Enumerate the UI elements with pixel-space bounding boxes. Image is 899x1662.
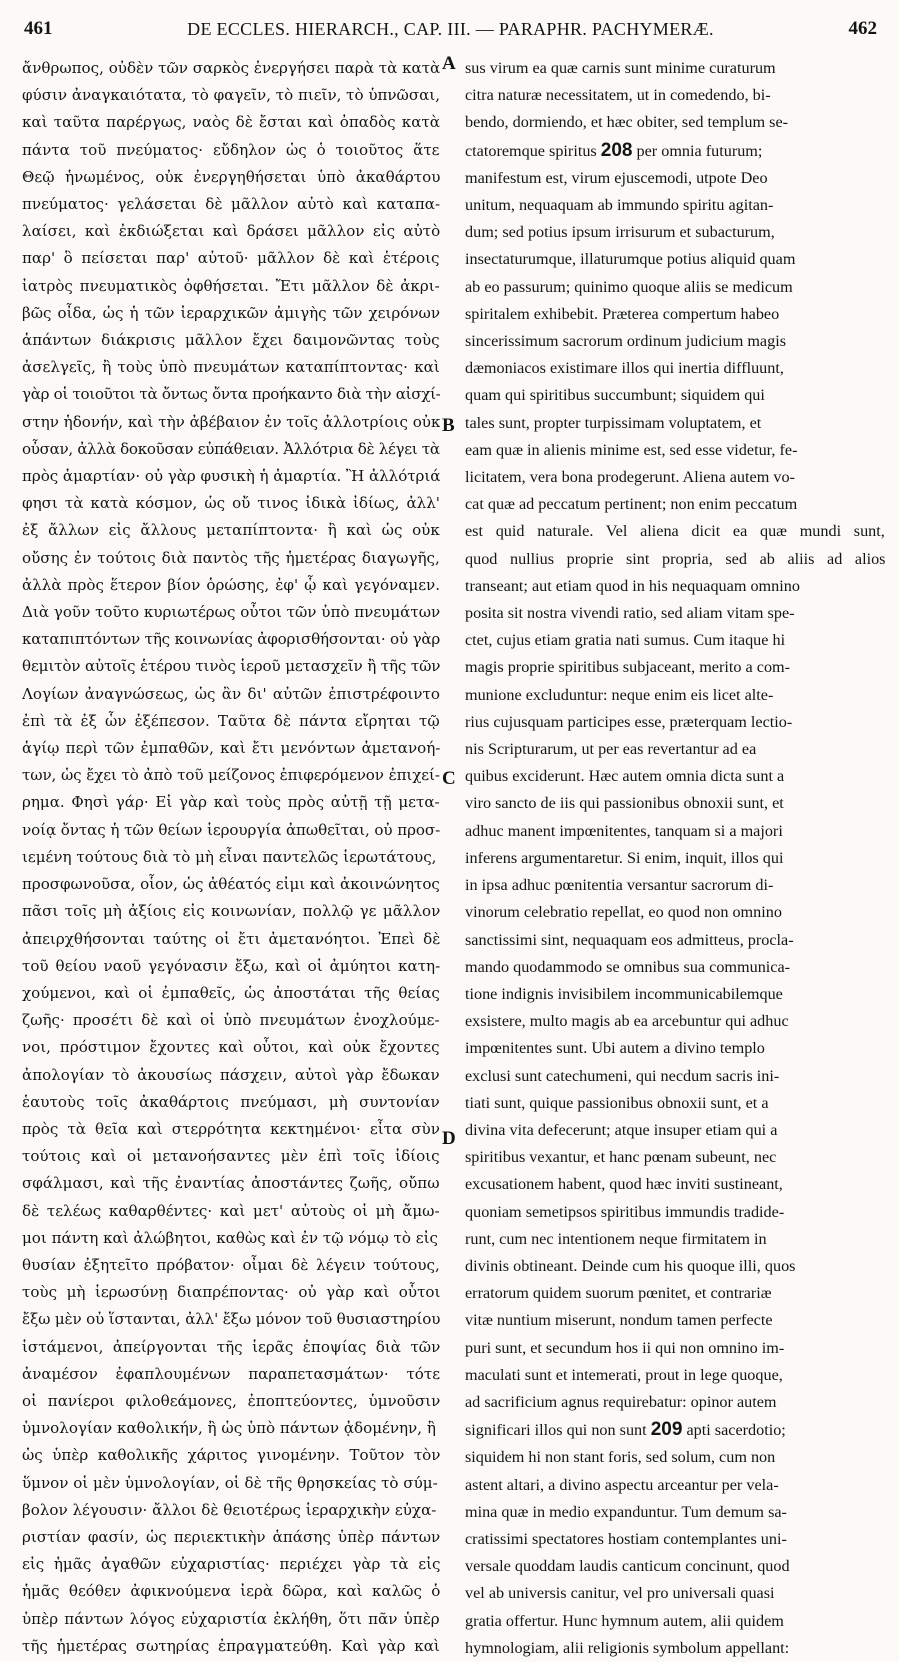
- latin-text-column: [465, 55, 885, 1662]
- greek-text-line: ἀσελγεῖς, ἢ τοὺς ὑπὸ πνευμάτων καταπίπτοντας· καὶ: [22, 358, 440, 377]
- latin-text-line: tiati sunt, quique passionibus obnoxii sunt, et a: [465, 1093, 769, 1112]
- greek-text-line: χούμενοι, καὶ οἱ ἐμπαθεῖς, ὡς ἀποστάται τῆς θείας: [22, 983, 440, 1002]
- greek-text-line: πρὸς ἁμαρτίαν· οὐ γὰρ φυσικὴ ἡ ἁμαρτία. Ἢ ἀλλότριά: [22, 467, 440, 486]
- latin-text-line: unitum, nequaquam ab immundo spiritu agitan-: [465, 196, 774, 215]
- greek-text-line: ὕμνον οἱ μὲν ὑμνολογίαν, οἱ δὲ τῆς θρησκείας τὸ σύμ-: [22, 1473, 438, 1492]
- greek-text-line: ἁπάντων διάκρισις μᾶλλον ἔχει δαιμονῶντας τοὺς: [22, 331, 440, 350]
- greek-text-line: πνεύματος· γελάσεται δὲ μᾶλλον αὐτὸ καὶ καταπα-: [22, 195, 440, 214]
- running-title: DE ECCLES. HIERARCH., CAP. III. — PARAPHR. PACHYMERÆ.: [187, 19, 714, 39]
- latin-text-line: spiritalem exhibebit. Præterea compertum habeo: [465, 304, 780, 323]
- latin-text-line: runt, cum nec intentionem neque firmitatem in: [465, 1229, 767, 1248]
- greek-text-line: καταπιπτόντων τῆς κοινωνίας ἀφορισθήσονται· οὐ γὰρ: [22, 630, 440, 649]
- greek-text-line: ἱστάμενοι, ἀπείργονται τῆς ἱερᾶς ἐποψίας διὰ τῶν: [22, 1337, 440, 1356]
- latin-text-line: tione indignis invisibilem incommunicabilemque: [465, 984, 783, 1003]
- greek-text-column: [22, 55, 440, 1660]
- greek-text-line: ἄνθρωπος, οὐδὲν τῶν σαρκὸς ἐνεργήσει παρὰ τὰ κατὰ: [22, 59, 440, 77]
- greek-text-line: προσφωνοῦσα, οἷον, ὡς ἀθέατός εἰμι καὶ ἀκοινώνητος: [22, 875, 440, 894]
- latin-text-line: est quid naturale. Vel aliena dicit ea quæ mundi sunt,: [465, 522, 885, 541]
- greek-text-line: πρὸς τὰ θεῖα καὶ στερρότητα κεκτημένοι· εἶτα σὺν: [22, 1119, 440, 1138]
- latin-text-line: posita sit nostra vivendi ratio, sed aliam vitam spe-: [465, 604, 795, 623]
- latin-text-line: bendo, dormiendo, et hæc obiter, sed templum se-: [465, 113, 789, 132]
- latin-text-line: impœnitentes sunt. Ubi autem a divino templo: [465, 1039, 765, 1058]
- greek-text-line: θυσίαν ἐξητεῖτο πρόβατον· οἶμαι δὲ λέγειν τούτους,: [22, 1255, 440, 1274]
- latin-text-line: cat quæ ad peccatum pertinent; non enim peccatum: [465, 495, 798, 514]
- greek-text-line: ὑπὲρ πάντων λόγος εὐχαριστία ἐκλήθη, ὅτι πᾶν ὑπὲρ: [22, 1609, 440, 1628]
- greek-text-line: Διὰ γοῦν τοῦτο κυριωτέρως οὗτοι τῶν ὑπὸ πνευμάτων: [22, 603, 440, 622]
- greek-text-line: ιεμένη τούτους διὰ τὸ μὴ εἶναι παντελῶς ἱερωτάτους,: [22, 847, 437, 866]
- page-number-left: 461: [24, 18, 53, 39]
- latin-text-line: gratia offertur. Hunc hymnum autem, alii quidem: [465, 1611, 784, 1630]
- latin-text-line: excusationem habent, quod hæc inviti sustineant,: [465, 1175, 783, 1194]
- latin-text-line: adhuc manent impœnitentes, tanquam si a majori: [465, 821, 783, 840]
- greek-text-line: πάντα τοῦ πνεύματος· εὔδηλον ὡς ὁ τοιοῦτος ἅτε: [22, 140, 440, 159]
- greek-text-line: ἑαυτοὺς τοῖς ἀκαθάρτοις πνεύμασι, μὴ συντονίαν: [22, 1092, 440, 1111]
- latin-text-line: quibus exciderunt. Hæc autem omnia dicta sunt a: [465, 767, 785, 786]
- greek-text-line: πᾶσι τοῖς μὴ ἀξίοις εἰς κοινωνίαν, πολλῷ γε μᾶλλον: [22, 902, 440, 921]
- margin-marker-a: A: [442, 53, 456, 74]
- latin-text-line: citra naturæ necessitatem, ut in comedendo, bi-: [465, 86, 771, 105]
- greek-text-line: στην ἡδονήν, καὶ τὴν ἀβέβαιον ἐν τοῖς ἀλλοτρίοις οὐκ: [22, 412, 440, 431]
- latin-text-line: insectaturumque, illaturumque potius aliquid quam: [465, 250, 796, 269]
- latin-text-line: ab eo passurum; quinimo quoque aliis se medicum: [465, 277, 793, 296]
- latin-text-line: exclusi sunt catechumeni, qui necdum sacris ini-: [465, 1066, 780, 1085]
- greek-text-line: βολον λέγουσιν· ἄλλοι δὲ θειοτέρως ἱεραρχικὴν εὐχα-: [22, 1500, 437, 1519]
- greek-text-line: ἀπειρχθήσονται ταύτης οἱ ἔτι ἀμετανόητοι. Ἐπεὶ δὲ: [22, 929, 440, 948]
- latin-text-line: dum; sed potius ipsum irrisurum et subacturum,: [465, 223, 775, 242]
- greek-text-line: γὰρ οἱ τοιοῦτοι τὰ ὄντως ὄντα προήκαντο διὰ τὴν αἰσχί-: [22, 385, 440, 404]
- latin-text-line: mina quæ in medio expanduntur. Tum demum sa-: [465, 1502, 787, 1521]
- latin-text-line: ctet, cujus etiam gratia nati sumus. Cum itaque hi: [465, 631, 786, 650]
- latin-text-line: sanctissimi sint, nequaquam eos admitteus, procla-: [465, 930, 794, 949]
- greek-text-line: Λογίων ἀναγνώσεως, ὡς ἂν δι' αὐτῶν ἐπιστρέφοιντο: [22, 684, 440, 703]
- latin-text-line: quod nullius proprie sint propria, sed ab aliis ad alios: [465, 549, 885, 568]
- latin-text-line: eam quæ in alienis minime est, sed esse videtur, fe-: [465, 440, 798, 459]
- greek-text-line: οὖσαν, ἀλλὰ δοκοῦσαν εὐπάθειαν. Ἀλλότρια δὲ λέγει τὰ: [22, 439, 440, 458]
- latin-text-line: mando quodammodo se omnibus sua communica-: [465, 957, 791, 976]
- latin-text-line: hymnologiam, alii religionis symbolum appellant:: [465, 1638, 790, 1657]
- greek-text-line: νοίᾳ ὄντας ἡ τῶν θείων ἱερουργία ἀπωθεῖται, οὐ προσ-: [22, 820, 440, 839]
- greek-text-line: φύσιν ἀναγκαιότατα, τὸ φαγεῖν, τὸ πιεῖν, τὸ ὑπνῶσαι,: [22, 86, 440, 105]
- latin-text-line: licitatem, vera bona prodegerunt. Aliena autem vo-: [465, 468, 795, 487]
- greek-text-line: φησι τὰ κατὰ κόσμον, ὡς οὔ τινος ἰδικὰ ἰδίως, ἀλλ': [22, 494, 440, 513]
- latin-text-line: sus virum ea quæ carnis sunt minime curaturum: [465, 59, 776, 77]
- greek-text-line: ἰατρὸς πνευματικὸς ὀφθήσεται. Ἔτι μᾶλλον δὲ ἀκρι-: [22, 276, 440, 295]
- running-header: [24, 14, 877, 48]
- latin-text-line: nis Scripturarum, ut per eas revertantur ad ea: [465, 740, 757, 759]
- greek-text-line: τοῦ θείου ναοῦ γεγόνασιν ἔξω, καὶ οἱ ἀμύητοι κατη-: [22, 956, 440, 975]
- greek-text-line: ἡμᾶς θεόθεν ἀφικνούμενα ἱερὰ δῶρα, καὶ καλῶς ὁ: [22, 1582, 440, 1601]
- greek-text-line: τοὺς μὴ ἱερωσύνῃ διαπρέποντας· οὐ γὰρ καὶ οὗτοι: [22, 1283, 440, 1302]
- greek-text-line: οὔσης ἐν τούτοις διὰ παντὸς τῆς ἡμετέρας διαγωγῆς,: [22, 548, 440, 567]
- latin-text-line: munione excluduntur: neque enim eis licet alte-: [465, 685, 774, 704]
- latin-text-text: per omnia futurum;: [632, 141, 763, 160]
- latin-text-line: divinis obtineant. Deinde cum his quoque illi, quos: [465, 1256, 796, 1275]
- latin-text-line: cratissimi spectatores hostiam contemplantes uni-: [465, 1529, 787, 1548]
- margin-marker-c: C: [442, 768, 456, 789]
- latin-text-line: exsistere, multo magis ab ea arcebuntur qui adhuc: [465, 1012, 789, 1031]
- greek-text-line: ὡς ὑπὲρ καθολικῆς χάριτος γινομένην. Τοῦτον τὸν: [22, 1446, 440, 1465]
- latin-text-line: transeant; aut etiam quod in his nequaquam omnino: [465, 576, 800, 595]
- greek-text-line: τῆς ἡμετέρας σωτηρίας ἐπραγματεύθη. Καὶ γὰρ καὶ: [22, 1636, 440, 1655]
- latin-text-line: astent altari, a divino aspectu arceantur per vela-: [465, 1475, 779, 1494]
- greek-text-line: οἱ πανίεροι φιλοθεάμονες, ἐποπτεύοντες, ὑμνοῦσιν: [22, 1391, 440, 1410]
- greek-text-line: ἐπὶ τὰ ἐξ ὧν ἐξέπεσον. Ταῦτα δὲ πάντα εἴρηται τῷ: [22, 711, 440, 730]
- greek-text-line: λαίσει, καὶ ἐκδιώξεται καὶ δράσει μᾶλλον εἰς αὐτὸ: [22, 222, 440, 241]
- greek-text-line: θεμιτὸν αὐτοῖς ἑτέρου τινὸς ἱεροῦ μετασχεῖν ἢ τῆς τῶν: [22, 657, 440, 676]
- latin-text-line: quoniam semetipsos spiritibus immundis tradide-: [465, 1202, 785, 1221]
- latin-text-line: magis proprie spiritibus subjaceant, merito a com-: [465, 658, 791, 677]
- greek-text-line: ἁγίῳ περὶ τῶν ἐμπαθῶν, καὶ ἔτι μενόντων ἀμετανοή-: [22, 739, 440, 758]
- latin-text-line: rius cujusquam participes esse, præterquam lectio-: [465, 712, 793, 731]
- latin-text-line: ad sacrificium agnus requirebatur: opinor autem: [465, 1392, 777, 1411]
- greek-text-line: ἀναμέσον ἐφαπλουμένων παραπετασμάτων· τότε: [22, 1364, 440, 1383]
- greek-text-line: τούτοις καὶ οἱ μετανοήσαντες μὲν ἐπὶ τοῖς ἰδίοις: [22, 1147, 440, 1166]
- greek-text-line: παρ' ὃ πείσεται παρ' αὐτοῦ· μᾶλλον δὲ καὶ ἑτέροις: [22, 249, 440, 268]
- latin-text-line: tales sunt, propter turpissimam voluptatem, et: [465, 413, 762, 432]
- greek-text-line: σφάλμασι, καὶ τῆς ἐναντίας ἀποστάντες ζωῆς, οὔπω: [22, 1174, 440, 1193]
- latin-text-line: maculati sunt et intemerati, prout in lege quoque,: [465, 1365, 783, 1384]
- page-number-right: 462: [848, 18, 877, 39]
- latin-text-line: in ipsa adhuc pœnitentia versantur sacrorum di-: [465, 876, 774, 895]
- greek-text-line: Θεῷ ἡνωμένος, οὐκ ἐνεργηθήσεται ὑπὸ ἀκαθάρτου: [22, 167, 440, 186]
- section-number: 209: [650, 1419, 683, 1441]
- latin-text-line: spiritibus vexantur, et hanc pœnam subeunt, nec: [465, 1148, 777, 1167]
- greek-text-line: νοι, πρόστιμον ἔχοντες καὶ οὗτοι, καὶ οὐκ ἔχοντες: [22, 1038, 440, 1057]
- latin-text-line: puri sunt, et secundum hos ii qui non omnino im-: [465, 1338, 785, 1357]
- greek-text-line: των, ὡς ἔχει τὸ ἀπὸ τοῦ μείζονος ἐπιφερόμενον ἐπιχεί-: [22, 766, 440, 785]
- greek-text-line: ἀπολογίαν τὸ ἀκουσίως πάσχειν, αὐτοὶ γὰρ ἔδωκαν: [22, 1065, 440, 1084]
- latin-text-line: sincerissimum sacrorum ordinum judicium magis: [465, 332, 787, 351]
- latin-text-line: vitæ nuntium miserunt, nondum tamen perfecte: [465, 1311, 773, 1330]
- latin-text-line: erratorum quidem suorum pœnitet, et contrariæ: [465, 1284, 772, 1303]
- latin-text-line: quam qui spiritibus succumbunt; siquidem qui: [465, 386, 765, 405]
- latin-text-line: [465, 137, 885, 165]
- greek-text-line: ἔξω μὲν οὐ ἵστανται, ἀλλ' ἔξω μόνον τοῦ θυσιαστηρίου: [22, 1310, 440, 1329]
- latin-text-line: [465, 1416, 885, 1444]
- greek-text-line: ἐξ ἄλλων εἰς ἄλλους μεταπίπτοντα· ἢ καὶ ὡς οὐκ: [22, 521, 440, 540]
- greek-text-line: καὶ ταῦτα παρέργως, ναὸς δὲ ἔσται καὶ ὀπαδὸς κατὰ: [22, 113, 440, 132]
- latin-text-line: divina vita defecerunt; atque insuper etiam qui a: [465, 1120, 778, 1139]
- greek-text-line: δὲ τελέως καθαρθέντες· καὶ μετ' αὐτοὺς οἱ μὴ ἄμω-: [22, 1201, 440, 1220]
- greek-text-line: ὑμνολογίαν καθολικήν, ἢ ὡς ὑπὸ πάντων ᾀδομένην, ἢ: [22, 1419, 436, 1438]
- latin-text-line: dæmoniacos existimare illos qui inertia diffluunt,: [465, 359, 784, 378]
- latin-text-text: ctatoremque spiritus: [465, 141, 601, 160]
- greek-text-line: μοι πάντη καὶ ἀλώβητοι, καθὼς καὶ ἐν τῷ νόμῳ τὸ εἰς: [22, 1228, 438, 1247]
- greek-text-line: εἰς ἡμᾶς ἀγαθῶν εὐχαριστίας· περιέχει γὰρ τὰ εἰς: [22, 1555, 440, 1574]
- latin-text-line: manifestum est, virum ejuscemodi, utpote Deo: [465, 168, 768, 187]
- latin-text-line: vel ab universis canitur, vel pro universali quasi: [465, 1584, 775, 1603]
- latin-text-line: viro sancto de iis qui passionibus obnoxii sunt, et: [465, 794, 784, 813]
- latin-text-text: apti sacerdotio;: [682, 1421, 786, 1440]
- section-number: 208: [600, 139, 633, 161]
- latin-text-line: siquidem hi non stant foris, sed solum, cum non: [465, 1448, 776, 1467]
- margin-marker-b: B: [442, 415, 455, 436]
- greek-text-line: ρημα. Φησὶ γάρ· Εἰ γὰρ καὶ τοὺς πρὸς αὐτῇ τῇ μετα-: [22, 793, 440, 812]
- greek-text-line: ἀλλὰ πρὸς ἕτερον βίον ὁρώσης, ἐφ' ᾧ καὶ γεγόναμεν.: [22, 575, 440, 594]
- greek-text-line: ζωῆς· προσέτι δὲ καὶ οἱ ὑπὸ πνευμάτων ἐνοχλούμε-: [22, 1011, 440, 1030]
- latin-text-text: significari illos qui non sunt: [465, 1421, 651, 1440]
- latin-text-line: vinorum celebratio repellat, eo quod non omnino: [465, 903, 782, 922]
- greek-text-line: ριστίαν φασίν, ὡς περιεκτικὴν ἁπάσης ὑπὲρ πάντων: [22, 1527, 440, 1546]
- latin-text-line: versale quoddam laudis canticum concinunt, quod: [465, 1557, 790, 1576]
- latin-text-line: inferens argumentaretur. Si enim, inquit, illos qui: [465, 848, 784, 867]
- greek-text-line: βῶς οἶδα, ὡς ἡ τῶν ἱεραρχικῶν ἀμιγὴς τῶν χειρόνων: [22, 303, 440, 322]
- margin-marker-d: D: [442, 1128, 456, 1149]
